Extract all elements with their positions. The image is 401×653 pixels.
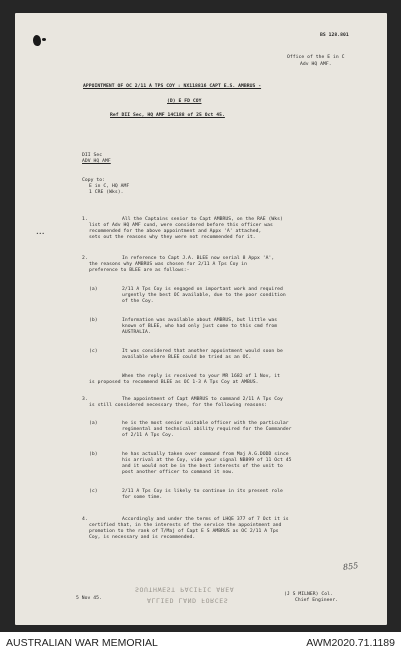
para-2a-line-1: 2/11 A Tps Coy is engaged on important work and required — [122, 287, 283, 292]
para-1-line-4: sets out the reasons why they were not recommended for it. — [89, 235, 256, 240]
office-line-1: Office of the E in C — [287, 55, 345, 60]
signature-name: (J S MILNER) Col. — [284, 592, 333, 597]
para-3c-line-1: 2/11 A Tps Coy is likely to continue in its present role — [122, 489, 283, 494]
para-2b-line-1: Information was available about AMBRUS, but little was — [122, 318, 278, 323]
para-2a-line-2: urgently the best OC available, due to the poor condition — [122, 293, 286, 298]
para-3-number: 3. — [82, 397, 88, 402]
bleed-through-line-1: SOUTHWEST PACIFIC AREA — [135, 585, 235, 594]
signature-title: Chief Engineer. — [295, 598, 339, 603]
title-line-1: APPOINTMENT OF OC 2/11 A TPS COY : NX118816 CAPT E.S. AMBRUS - — [83, 84, 262, 89]
footer-source: AUSTRALIAN WAR MEMORIAL — [6, 637, 158, 649]
handwritten-mark: 855 — [342, 560, 359, 573]
title-line-2: (D) E FD COY — [167, 99, 202, 104]
addressee-line-1: DII Sec — [82, 153, 103, 158]
para-3b-line-3: and it would not be in the best interests of the unit to — [122, 464, 283, 469]
document-date: 5 Nov 45. — [76, 596, 102, 601]
para-4-line-3: promotion to the rank of T/Maj of Capt E S AMBRUS as OC 2/11 A Tps — [89, 529, 279, 534]
para-1-number: 1. — [82, 217, 88, 222]
para-4-line-1: Accordingly and under the terms of LHQE 377 of 7 Oct it is — [122, 517, 289, 522]
para-2a-line-3: of the Coy. — [122, 299, 154, 304]
footer-accession-number: AWM2020.71.1189 — [306, 637, 395, 649]
para-2-line-1: In reference to Capt J.A. BLEE now serial 8 Appx 'A', — [122, 256, 275, 261]
bleed-through-line-2: ALLIED LAND FORCES — [147, 596, 229, 605]
para-2a-label: (a) — [89, 287, 98, 292]
margin-dots: ••• — [36, 232, 45, 237]
para-2b-label: (b) — [89, 318, 98, 323]
para-2c-line-2: available where BLEE could be tried as an OC. — [122, 355, 252, 360]
office-line-2: Adv HQ AMF. — [300, 62, 332, 67]
para-3-line-1: The appointment of Capt AMBRUS to command 2/11 A Tps Coy — [122, 397, 283, 402]
para-3c-label: (c) — [89, 489, 98, 494]
para-2b-line-3: AUSTRALIA. — [122, 330, 151, 335]
para-2c-label: (c) — [89, 349, 98, 354]
para-2-number: 2. — [82, 256, 88, 261]
addressee-line-2: ADV HQ AMF — [82, 159, 111, 164]
para-2-close-line-2: is proposed to recommend BLEE as OC 1-3 A Tps Coy at AMBUS. — [89, 380, 259, 385]
para-3b-line-2: his arrival at the Coy, vide your signal NB899 of 11 Oct 45 — [122, 458, 292, 463]
para-4-line-2: certified that, in the interests of the service the appointment and — [89, 523, 282, 528]
para-3a-line-1: he is the most senior suitable officer with the particular — [122, 421, 289, 426]
para-4-line-4: Coy, is necessary and is recommended. — [89, 535, 196, 540]
para-3b-line-4: post another officer to command it now. — [122, 470, 235, 475]
para-3b-label: (b) — [89, 452, 98, 457]
para-2-line-3: preference to BLEE are as follows:- — [89, 268, 190, 273]
para-4-number: 4. — [82, 517, 88, 522]
para-1-line-3: recommended for the above appointment and Appx 'A' attached, — [89, 229, 262, 234]
para-3c-line-2: for some time. — [122, 495, 163, 500]
reference-number: BS 128.801 — [320, 33, 349, 38]
para-3-line-2: is still considered necessary then, for the following reasons: — [89, 403, 268, 408]
para-1-line-2: list of Adv HQ AMF cund, were considered before this officer was — [89, 223, 273, 228]
para-1-line-1: All the Captains senior to Capt AMBRUS, on the RAE (Wks) — [122, 217, 283, 222]
copy-to-label: Copy to: — [82, 178, 105, 183]
para-2-close-line-1: When the reply is received to your MR 1682 of 1 Nov, it — [122, 374, 280, 379]
copy-to-line-2: 1 CRE (Wks). — [89, 190, 124, 195]
copy-to-line-1: E in C, HQ AMF — [89, 184, 130, 189]
para-2c-line-1: It was considered that another appointment would soon be — [122, 349, 283, 354]
punch-hole — [33, 35, 41, 46]
punch-hole-fragment — [42, 38, 46, 41]
para-3a-line-2: regimental and technical ability required for the Commander — [122, 427, 292, 432]
title-reference: Ref DII Sec, HQ AMF 14C188 of 25 Oct 45. — [110, 113, 225, 118]
para-3a-label: (a) — [89, 421, 98, 426]
para-2b-line-2: known of BLEE, who had only just come to this cmd from — [122, 324, 278, 329]
footer-bar — [0, 632, 401, 653]
para-3b-line-1: he has actually taken over command from Maj A.G.DODD since — [122, 452, 289, 457]
para-2-line-2: the reasons why AMBRUS was chosen for 2/11 A Tps Coy in — [89, 262, 247, 267]
para-3a-line-3: of 2/11 A Tps Coy. — [122, 433, 174, 438]
